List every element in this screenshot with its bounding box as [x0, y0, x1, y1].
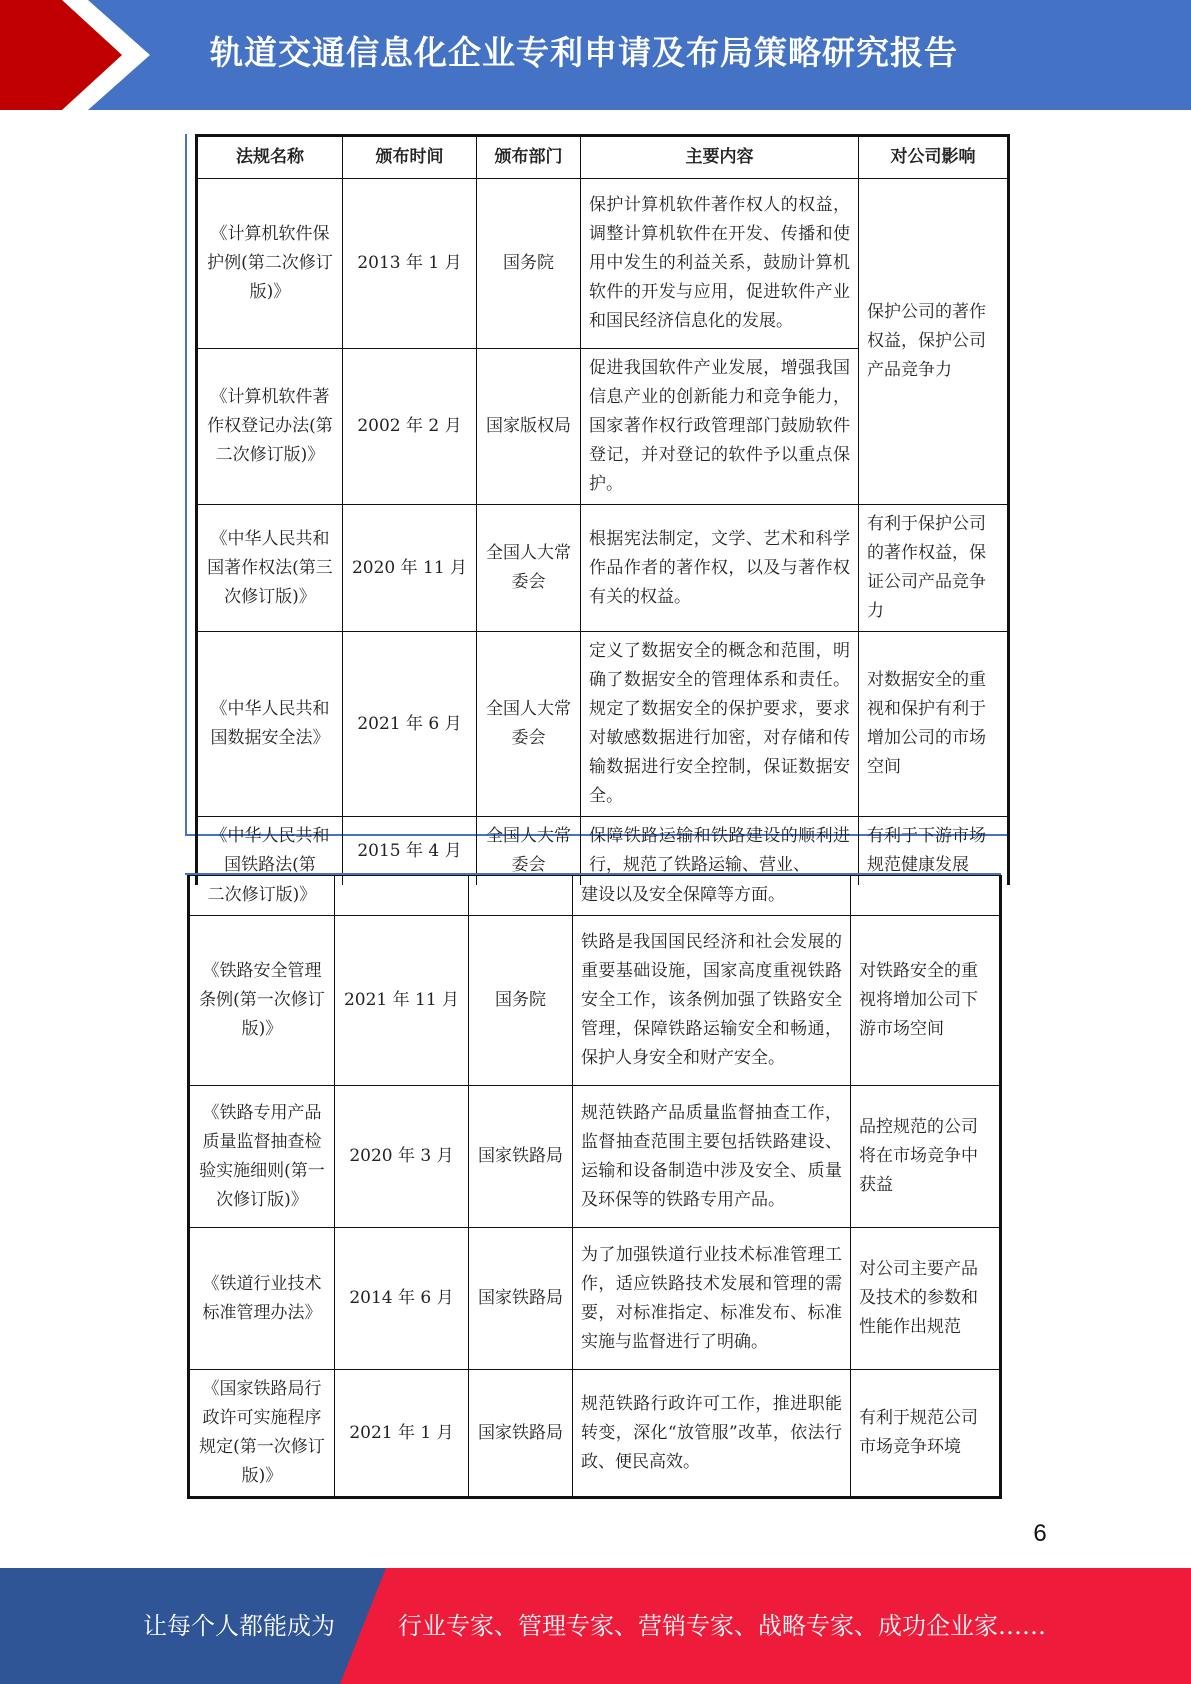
department: 国家版权局	[477, 349, 581, 505]
main-content: 规范铁路产品质量监督抽查工作，监督抽查范围主要包括铁路建设、运输和设备制造中涉及安全、质量及环保等的铁路专用产品。	[573, 1086, 851, 1228]
law-name: 二次修订版)》	[189, 876, 335, 916]
impact: 有利于规范公司市场竞争环境	[851, 1370, 1001, 1498]
header-law-name: 法规名称	[197, 136, 343, 179]
main-content: 根据宪法制定，文学、艺术和科学作品作者的著作权，以及与著作权有关的权益。	[581, 505, 859, 632]
page-footer	[0, 1568, 1191, 1684]
table-row	[189, 916, 1001, 1086]
header-impact: 对公司影响	[859, 136, 1009, 179]
department: 国务院	[469, 916, 573, 1086]
header-arrow-decoration	[0, 0, 160, 110]
issue-date: 2021 年 11 月	[335, 916, 469, 1086]
header-issue-date: 颁布时间	[343, 136, 477, 179]
main-content: 保障铁路运输和铁路建设的顺利进行，规范了铁路运输、营业、	[581, 817, 859, 886]
issue-date: 2015 年 4 月	[343, 817, 477, 886]
regulations-table-continued	[187, 875, 1002, 1499]
main-content: 促进我国软件产业发展，增强我国信息产业的创新能力和竞争能力，国家著作权行政管理部门鼓励软件登记，并对登记的软件予以重点保护。	[581, 349, 859, 505]
department: 全国人大常委会	[477, 505, 581, 632]
main-content: 定义了数据安全的概念和范围，明确了数据安全的管理体系和责任。规定了数据安全的保护要求，要求对敏感数据进行加密，对存储和传输数据进行安全控制，保证数据安全。	[581, 632, 859, 817]
table-row	[189, 1370, 1001, 1498]
impact-merged: 保护公司的著作权益，保护公司产品竞争力	[859, 179, 1009, 505]
table-header-row	[197, 136, 1009, 179]
main-content: 规范铁路行政许可工作，推进职能转变，深化“放管服”改革，依法行政、便民高效。	[573, 1370, 851, 1498]
department: 国家铁路局	[469, 1228, 573, 1370]
table-row	[189, 1228, 1001, 1370]
table-row	[197, 179, 1009, 349]
table-row	[197, 632, 1009, 817]
issue-date: 2013 年 1 月	[343, 179, 477, 349]
main-content: 保护计算机软件著作权人的权益，调整计算机软件在开发、传播和使用中发生的利益关系，鼓励计算机软件的开发与应用，促进软件产业和国民经济信息化的发展。	[581, 179, 859, 349]
law-name: 《中华人民共和国数据安全法》	[197, 632, 343, 817]
department: 全国人大常委会	[477, 632, 581, 817]
department: 全国人大常委会	[477, 817, 581, 886]
issue-date: 2021 年 6 月	[343, 632, 477, 817]
table-row	[189, 1086, 1001, 1228]
footer-slogan-right: 行业专家、管理专家、营销专家、战略专家、成功企业家……	[398, 1612, 1046, 1640]
impact: 品控规范的公司将在市场竞争中获益	[851, 1086, 1001, 1228]
department	[469, 876, 573, 916]
law-name: 《计算机软件著作权登记办法(第二次修订版)》	[197, 349, 343, 505]
report-title: 轨道交通信息化企业专利申请及布局策略研究报告	[210, 33, 958, 72]
impact: 有利于下游市场规范健康发展	[859, 817, 1009, 886]
main-content: 为了加强铁道行业技术标准管理工作，适应铁路技术发展和管理的需要，对标准指定、标准发布、标准实施与监督进行了明确。	[573, 1228, 851, 1370]
law-name: 《中华人民共和国铁路法(第	[197, 817, 343, 886]
table-row	[189, 876, 1001, 916]
department: 国家铁路局	[469, 1086, 573, 1228]
law-name: 《中华人民共和国著作权法(第三次修订版)》	[197, 505, 343, 632]
department: 国务院	[477, 179, 581, 349]
issue-date: 2020 年 11 月	[343, 505, 477, 632]
law-name: 《国家铁路局行政许可实施程序规定(第一次修订版)》	[189, 1370, 335, 1498]
main-content: 铁路是我国国民经济和社会发展的重要基础设施，国家高度重视铁路安全工作，该条例加强了铁路安全管理，保障铁路运输安全和畅通，保护人身安全和财产安全。	[573, 916, 851, 1086]
impact: 对公司主要产品及技术的参数和性能作出规范	[851, 1228, 1001, 1370]
regulations-table-part-2	[185, 873, 1001, 1499]
law-name: 《铁道行业技术标准管理办法》	[189, 1228, 335, 1370]
law-name: 《计算机软件保护例(第二次修订版)》	[197, 179, 343, 349]
page-number: 6	[1033, 1520, 1047, 1547]
main-content: 建设以及安全保障等方面。	[573, 876, 851, 916]
impact: 对数据安全的重视和保护有利于增加公司的市场空间	[859, 632, 1009, 817]
issue-date: 2002 年 2 月	[343, 349, 477, 505]
header-department: 颁布部门	[477, 136, 581, 179]
regulations-table	[195, 134, 1010, 885]
department: 国家铁路局	[469, 1370, 573, 1498]
page-header	[0, 0, 1191, 110]
table-row	[197, 505, 1009, 632]
header-main-content: 主要内容	[581, 136, 859, 179]
issue-date: 2020 年 3 月	[335, 1086, 469, 1228]
issue-date: 2021 年 1 月	[335, 1370, 469, 1498]
law-name: 《铁路安全管理条例(第一次修订版)》	[189, 916, 335, 1086]
impact	[851, 876, 1001, 916]
footer-slogan-left: 让每个人都能成为	[143, 1612, 335, 1640]
law-name: 《铁路专用产品质量监督抽查检验实施细则(第一次修订版)》	[189, 1086, 335, 1228]
impact: 对铁路安全的重视将增加公司下游市场空间	[851, 916, 1001, 1086]
issue-date	[335, 876, 469, 916]
impact: 有利于保护公司的著作权益，保证公司产品竞争力	[859, 505, 1009, 632]
issue-date: 2014 年 6 月	[335, 1228, 469, 1370]
regulations-table-part-1	[185, 134, 1009, 875]
